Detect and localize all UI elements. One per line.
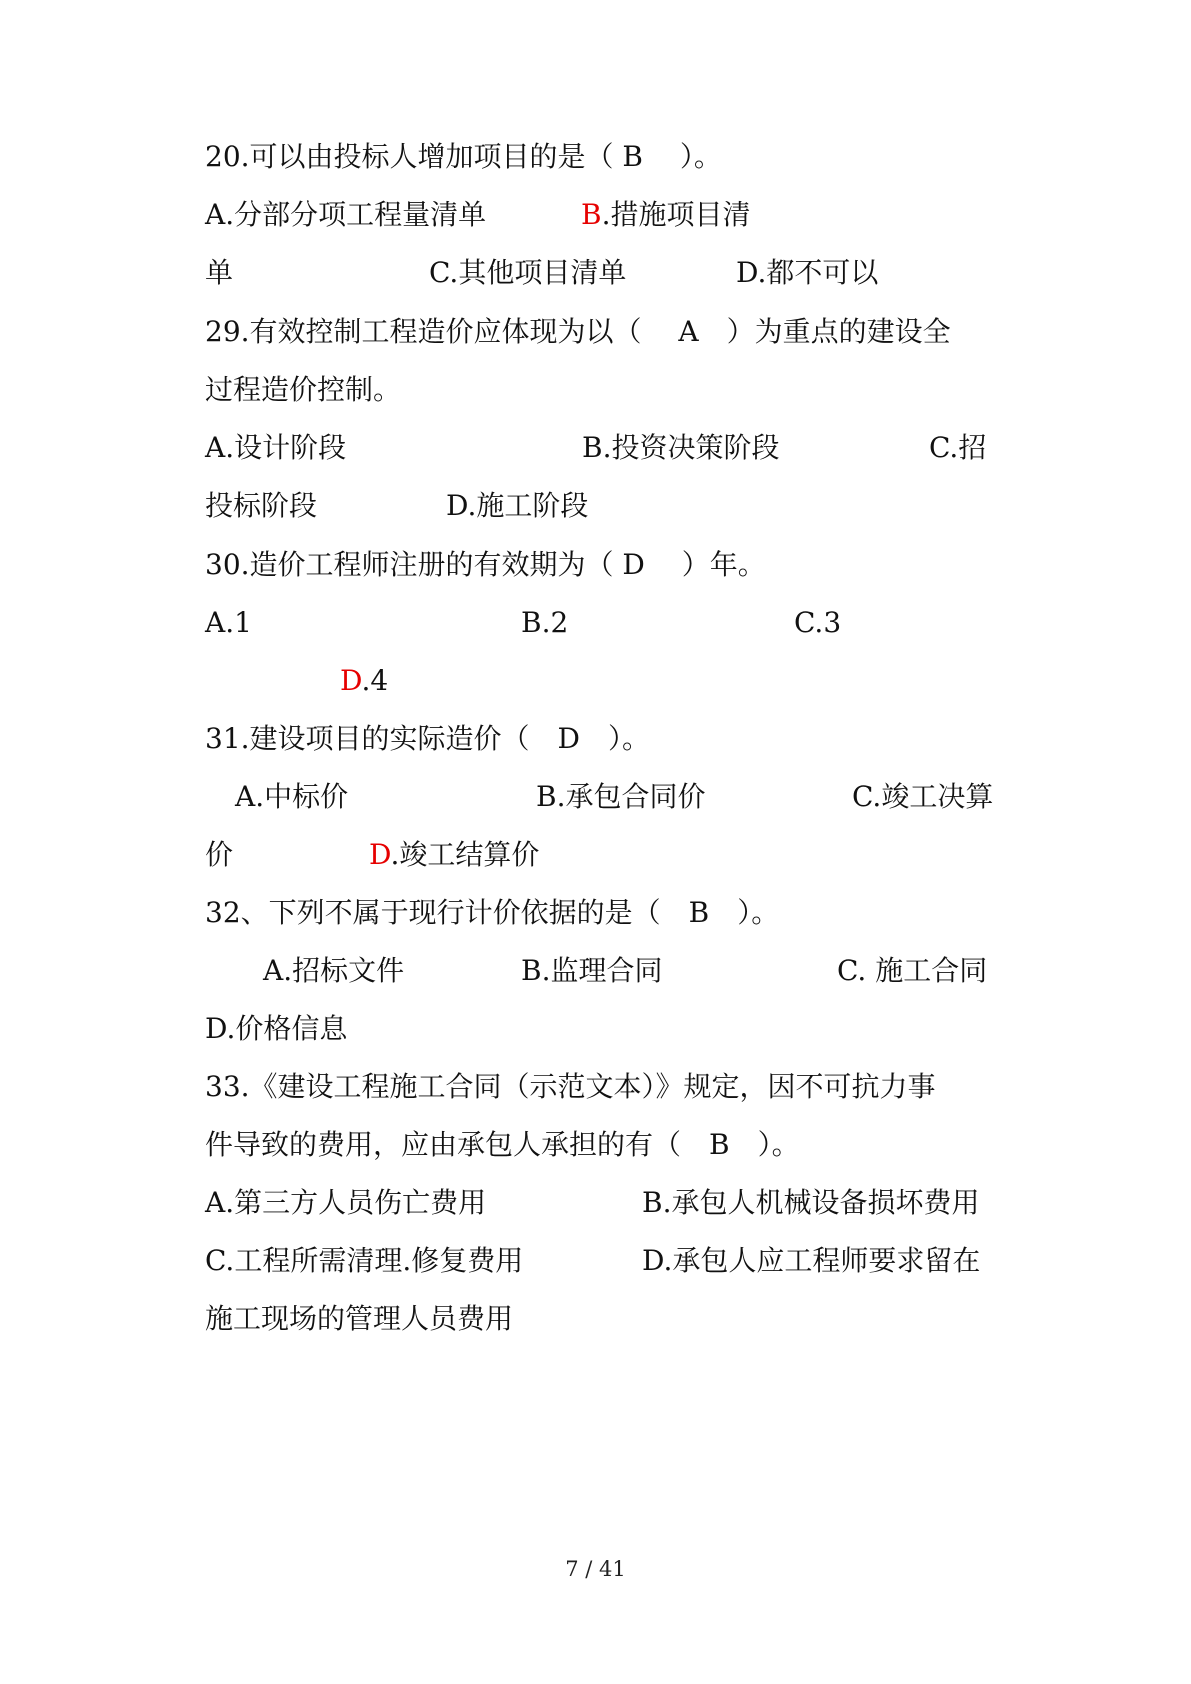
q33-option-c: C.工程所需清理.修复费用: [205, 1244, 524, 1277]
q31-option-d: [369, 833, 539, 877]
q20-option-b: [581, 193, 750, 237]
q30-option-d-text: .4: [361, 664, 389, 697]
q20-option-d: D.都不可以: [736, 256, 879, 289]
question-33-stem-line2: 件导致的费用，应由承包人承担的有（ B ）。: [205, 1128, 800, 1161]
q20-option-a: A.分部分项工程量清单: [205, 198, 487, 231]
q20-option-b-letter: B: [581, 198, 602, 231]
q31-option-d-letter: D: [369, 838, 391, 871]
question-32-stem: 32、下列不属于现行计价依据的是（ B ）。: [205, 896, 780, 929]
q29-option-c-cont: 投标阶段: [205, 489, 318, 522]
q31-option-b: B.承包合同价: [536, 780, 706, 813]
q30-option-b: B.2: [521, 606, 569, 639]
q29-option-a: A.设计阶段: [205, 431, 347, 464]
q33-option-b: B.承包人机械设备损坏费用: [642, 1186, 980, 1219]
q31-option-c: C.竣工决算: [852, 780, 994, 813]
q31-option-d-text: .竣工结算价: [390, 838, 540, 871]
question-30-stem: 30.造价工程师注册的有效期为（ D ）年。: [205, 548, 766, 581]
q32-option-d: D.价格信息: [205, 1012, 348, 1045]
question-33-stem-line1: 33.《建设工程施工合同（示范文本）》规定，因不可抗力事: [205, 1070, 936, 1103]
q29-option-c: C.招: [929, 431, 987, 464]
q20-option-b-cont: 单: [205, 256, 234, 289]
q33-option-d-cont: 施工现场的管理人员费用: [205, 1302, 514, 1335]
question-29-stem-line1: 29.有效控制工程造价应体现为以（ A ）为重点的建设全: [205, 315, 951, 348]
q29-option-d: D.施工阶段: [446, 489, 589, 522]
question-20-stem: 20.可以由投标人增加项目的是（ B ）。: [205, 140, 722, 173]
q30-option-c: C.3: [794, 606, 842, 639]
q30-option-a: A.1: [205, 606, 252, 639]
question-31-stem: 31.建设项目的实际造价（ D ）。: [205, 722, 650, 755]
q32-option-b: B.监理合同: [521, 954, 663, 987]
q33-option-d: D.承包人应工程师要求留在: [642, 1244, 981, 1277]
q33-option-a: A.第三方人员伤亡费用: [205, 1186, 487, 1219]
q30-option-d-letter: D: [340, 664, 362, 697]
q20-option-b-text: .措施项目清: [601, 198, 751, 231]
q32-option-c: C. 施工合同: [837, 954, 988, 987]
question-29-stem-line2: 过程造价控制。: [205, 373, 402, 406]
q31-option-c-cont: 价: [205, 838, 234, 871]
q31-option-a: A.中标价: [235, 780, 349, 813]
q32-option-a: A.招标文件: [263, 954, 405, 987]
q30-option-d: [340, 659, 388, 703]
q20-option-c: C.其他项目清单: [429, 256, 627, 289]
page-number: 7 / 41: [565, 1557, 626, 1581]
q29-option-b: B.投资决策阶段: [582, 431, 780, 464]
